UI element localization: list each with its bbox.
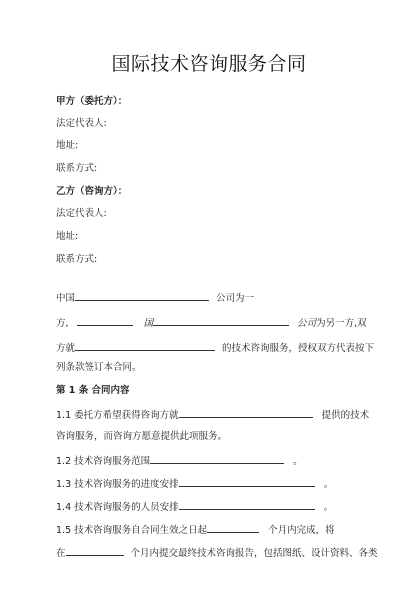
preamble-company-word: 公司 <box>297 318 317 329</box>
preamble-company-party: 公司为一 <box>216 293 255 304</box>
blank-months-report[interactable] <box>66 545 124 556</box>
clause-1-2-text: 1.2 技术咨询服务范围 <box>56 456 151 467</box>
clause-1-1 <box>56 407 369 422</box>
preamble-china: 中国 <box>56 293 76 304</box>
clause-1-3-end: 。 <box>323 479 334 490</box>
blank-months-complete[interactable] <box>207 522 259 533</box>
party-b-contact-label: 联系方式: <box>56 254 98 265</box>
clause-1-3-text: 1.3 技术咨询服务的进度安排 <box>56 479 179 490</box>
preamble-line-3 <box>56 340 374 355</box>
blank-company-a[interactable] <box>75 290 209 301</box>
clause-1-1-continued: 咨询服务，而咨询方愿意提供此项服务。 <box>56 431 228 442</box>
clause-1-3 <box>56 476 333 491</box>
blank-clause-1-2[interactable] <box>150 453 284 464</box>
clause-1-1-text: 1.1 委托方希望获得咨询方就 <box>56 410 179 421</box>
blank-company-b[interactable] <box>153 315 289 326</box>
party-a-heading: 甲方（委托方）： <box>56 96 128 107</box>
clause-1-4-text: 1.4 技术咨询服务的人员安排 <box>56 502 179 513</box>
preamble-line-2 <box>56 315 367 330</box>
blank-clause-1-4[interactable] <box>179 499 315 510</box>
blank-clause-1-1[interactable] <box>179 407 313 418</box>
party-b-heading: 乙方（咨询方）： <box>56 186 128 197</box>
clause-1-2-end: 。 <box>293 456 303 467</box>
clause-1-6-text: 在 <box>56 548 66 559</box>
article-1-heading: 第 1 条 合同内容 <box>56 385 130 396</box>
clause-1-4 <box>56 499 333 514</box>
preamble-country-word: 国 <box>143 318 154 329</box>
clause-1-2 <box>56 453 303 468</box>
party-b-rep-label: 法定代表人: <box>56 208 107 219</box>
preamble-other-party: 为另一方,双 <box>316 318 367 329</box>
clause-1-5-text: 1.5 技术咨询服务自合同生效之日起 <box>56 525 208 536</box>
blank-project[interactable] <box>75 340 215 351</box>
clause-1-5 <box>56 522 335 537</box>
party-a-address-label: 地址: <box>56 140 79 151</box>
party-b-address-label: 地址: <box>56 231 79 242</box>
preamble-line-1 <box>56 290 254 305</box>
clause-1-4-end: 。 <box>323 502 334 513</box>
clause-1-5-end: 个月内完成，将 <box>268 525 335 536</box>
party-a-contact-label: 联系方式: <box>56 163 98 174</box>
preamble-regarding: 方就 <box>56 343 76 354</box>
preamble-party-label: 方, <box>56 318 69 329</box>
preamble-authorization: 的技术咨询服务，授权双方代表按下 <box>222 343 375 354</box>
blank-clause-1-3[interactable] <box>179 476 315 487</box>
blank-country[interactable] <box>77 315 133 326</box>
preamble-line-4: 列条款签订本合同。 <box>56 362 142 373</box>
clause-1-1-end: 提供的技术 <box>321 410 370 421</box>
clause-1-6 <box>56 545 378 560</box>
clause-1-6-end: 个月内提交最终技术咨询报告，包括图纸、设计资料、各类 <box>130 548 378 559</box>
document-title: 国际技术咨询服务合同 <box>111 53 307 75</box>
party-a-rep-label: 法定代表人: <box>56 118 107 129</box>
